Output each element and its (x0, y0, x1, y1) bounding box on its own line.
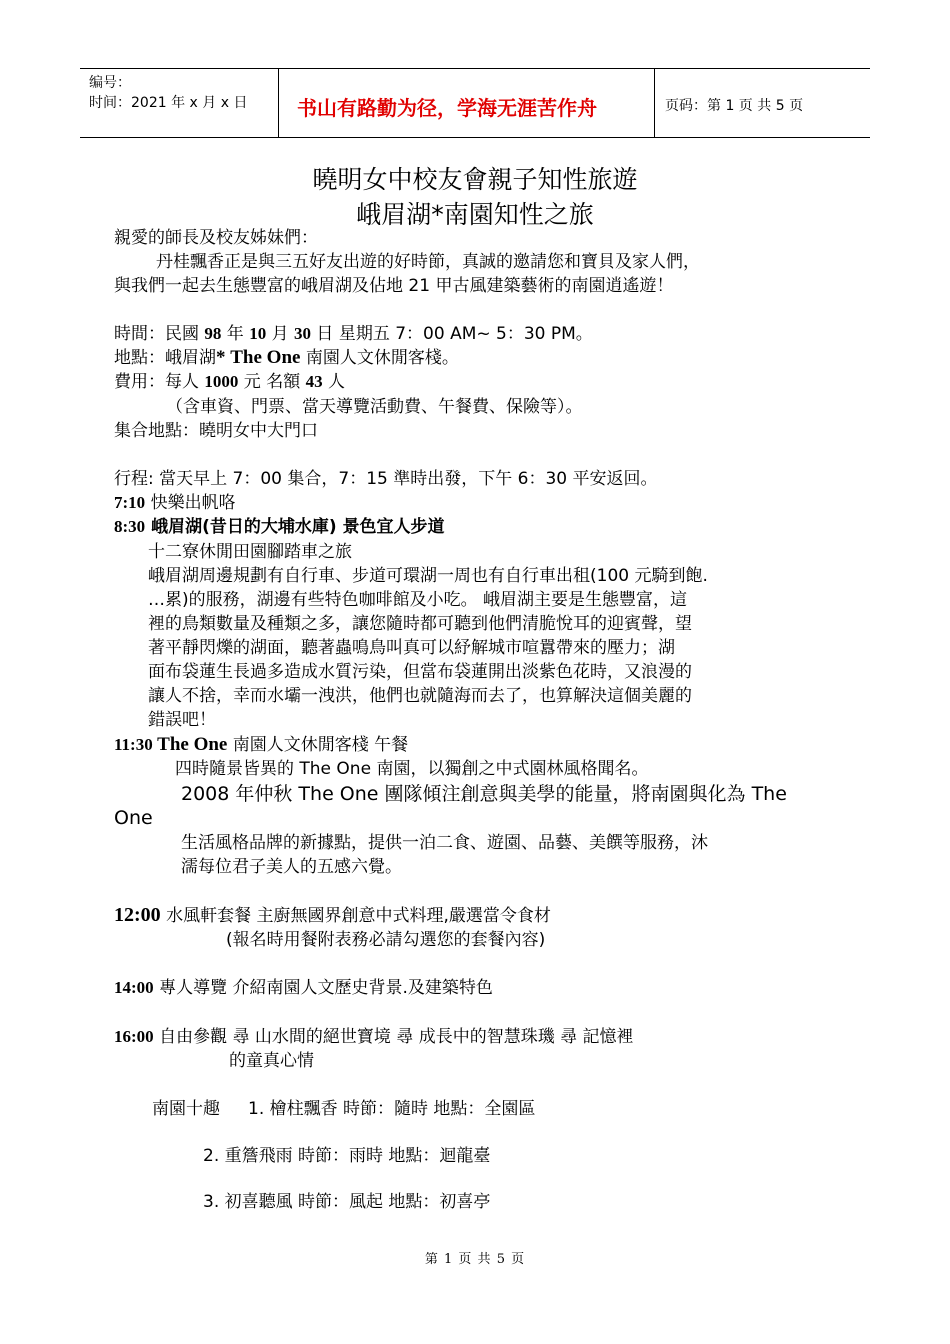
greeting: 親愛的師長及校友姊妹們： (114, 228, 318, 248)
itinerary-item: 11:30 The One 南園人文休閒客棧 午餐 (114, 734, 409, 755)
nanyuan-item: 3. 初喜聽風 時節：風起 地點：初喜亭 (203, 1192, 491, 1212)
itinerary-description: 的童真心情 (229, 1051, 314, 1071)
itinerary-description: 錯誤吧！ (148, 710, 216, 730)
itinerary-description: 濡每位君子美人的五感六覺。 (181, 857, 402, 877)
itinerary-description: 裡的鳥類數量及種類之多，讓您隨時都可聽到他們清脆悅耳的迎賓聲，望 (148, 614, 692, 634)
event-fee: 費用：每人 1000 元 名額 43 人 (114, 372, 346, 392)
itinerary-description: 生活風格品牌的新據點，提供一泊二食、遊園、品藝、美饌等服務，沐 (181, 833, 708, 853)
itinerary-summary: 行程: 當天早上 7：00 集合，7：15 準時出發，下午 6：30 平安返回。 (114, 469, 658, 489)
itinerary-description: 2008 年仲秋 The One 團隊傾注創意與美學的能量，將南園與化為 The (181, 783, 787, 805)
event-time: 時間：民國 98 年 10 月 30 日 星期五 7：00 AM~ 5：30 PM。 (114, 324, 593, 344)
itinerary-item: 7:10 快樂出帆咯 (114, 493, 236, 513)
nanyuan-item: 1. 檜柱飄香 時節：隨時 地點：全園區 (248, 1099, 536, 1119)
itinerary-item: 8:30 峨眉湖(昔日的大埔水庫) 景色宜人步道 (114, 517, 445, 537)
fee-note: （含車資、門票、當天導覽活動費、午餐費、保險等）。 (166, 397, 583, 417)
itinerary-description: One (114, 807, 153, 829)
header-divider (654, 69, 655, 137)
intro-paragraph: 與我們一起去生態豐富的峨眉湖及佔地 21 甲古風建築藝術的南園逍遙遊！ (114, 276, 674, 296)
nanyuan-label: 南園十趣 (152, 1099, 220, 1119)
itinerary-description: 面布袋蓮生長過多造成水質污染，但當布袋蓮開出淡紫色花時，又浪漫的 (148, 662, 692, 682)
itinerary-description: 著平靜閃爍的湖面，聽著蟲鳴鳥叫真可以紓解城市喧囂帶來的壓力；湖 (148, 638, 675, 658)
itinerary-description: …累)的服務，湖邊有些特色咖啡館及小吃。 峨眉湖主要是生態豐富，這 (148, 590, 688, 610)
page-footer: 第 1 页 共 5 页 (424, 1252, 526, 1267)
itinerary-description: 四時隨景皆異的 The One 南園，以獨創之中式園林風格聞名。 (175, 759, 649, 779)
itinerary-subtitle: 十二寮休閒田園腳踏車之旅 (148, 542, 352, 562)
header-divider (278, 69, 279, 137)
itinerary-item: 14:00 專人導覽 介紹南園人文歷史背景.及建築特色 (114, 978, 493, 998)
itinerary-description: 峨眉湖周邊規劃有自行車、步道可環湖一周也有自行車出租(100 元騎到飽. (148, 566, 708, 586)
document-number-label: 编号： (89, 75, 131, 91)
itinerary-item: 12:00 水風軒套餐 主廚無國界創意中式料理,嚴選當令食材 (114, 904, 551, 926)
document-time-label: 时间：2021 年 x 月 x 日 (89, 95, 248, 111)
header-page-label: 页码：第 1 页 共 5 页 (665, 98, 804, 114)
event-place: 地點：峨眉湖* The One 南園人文休閒客棧。 (114, 347, 459, 368)
meeting-point: 集合地點：曉明女中大門口 (114, 421, 318, 441)
page-title: 曉明女中校友會親子知性旅遊 (312, 165, 638, 194)
header-motto: 书山有路勤为径，学海无涯苦作舟 (297, 96, 597, 120)
itinerary-description: 讓人不捨，幸而水壩一洩洪，他們也就隨海而去了，也算解決這個美麗的 (148, 686, 692, 706)
itinerary-note: (報名時用餐附表務必請勾選您的套餐內容) (226, 930, 546, 950)
page-subtitle: 峨眉湖*南園知性之旅 (356, 200, 594, 229)
itinerary-item: 16:00 自由參觀 尋 山水間的絕世寶境 尋 成長中的智慧珠璣 尋 記憶裡 (114, 1027, 634, 1047)
nanyuan-item: 2. 重簷飛雨 時節：雨時 地點：迴龍臺 (203, 1146, 491, 1166)
intro-paragraph: 丹桂飄香正是與三五好友出遊的好時節，真誠的邀請您和寶貝及家人們， (156, 252, 700, 272)
